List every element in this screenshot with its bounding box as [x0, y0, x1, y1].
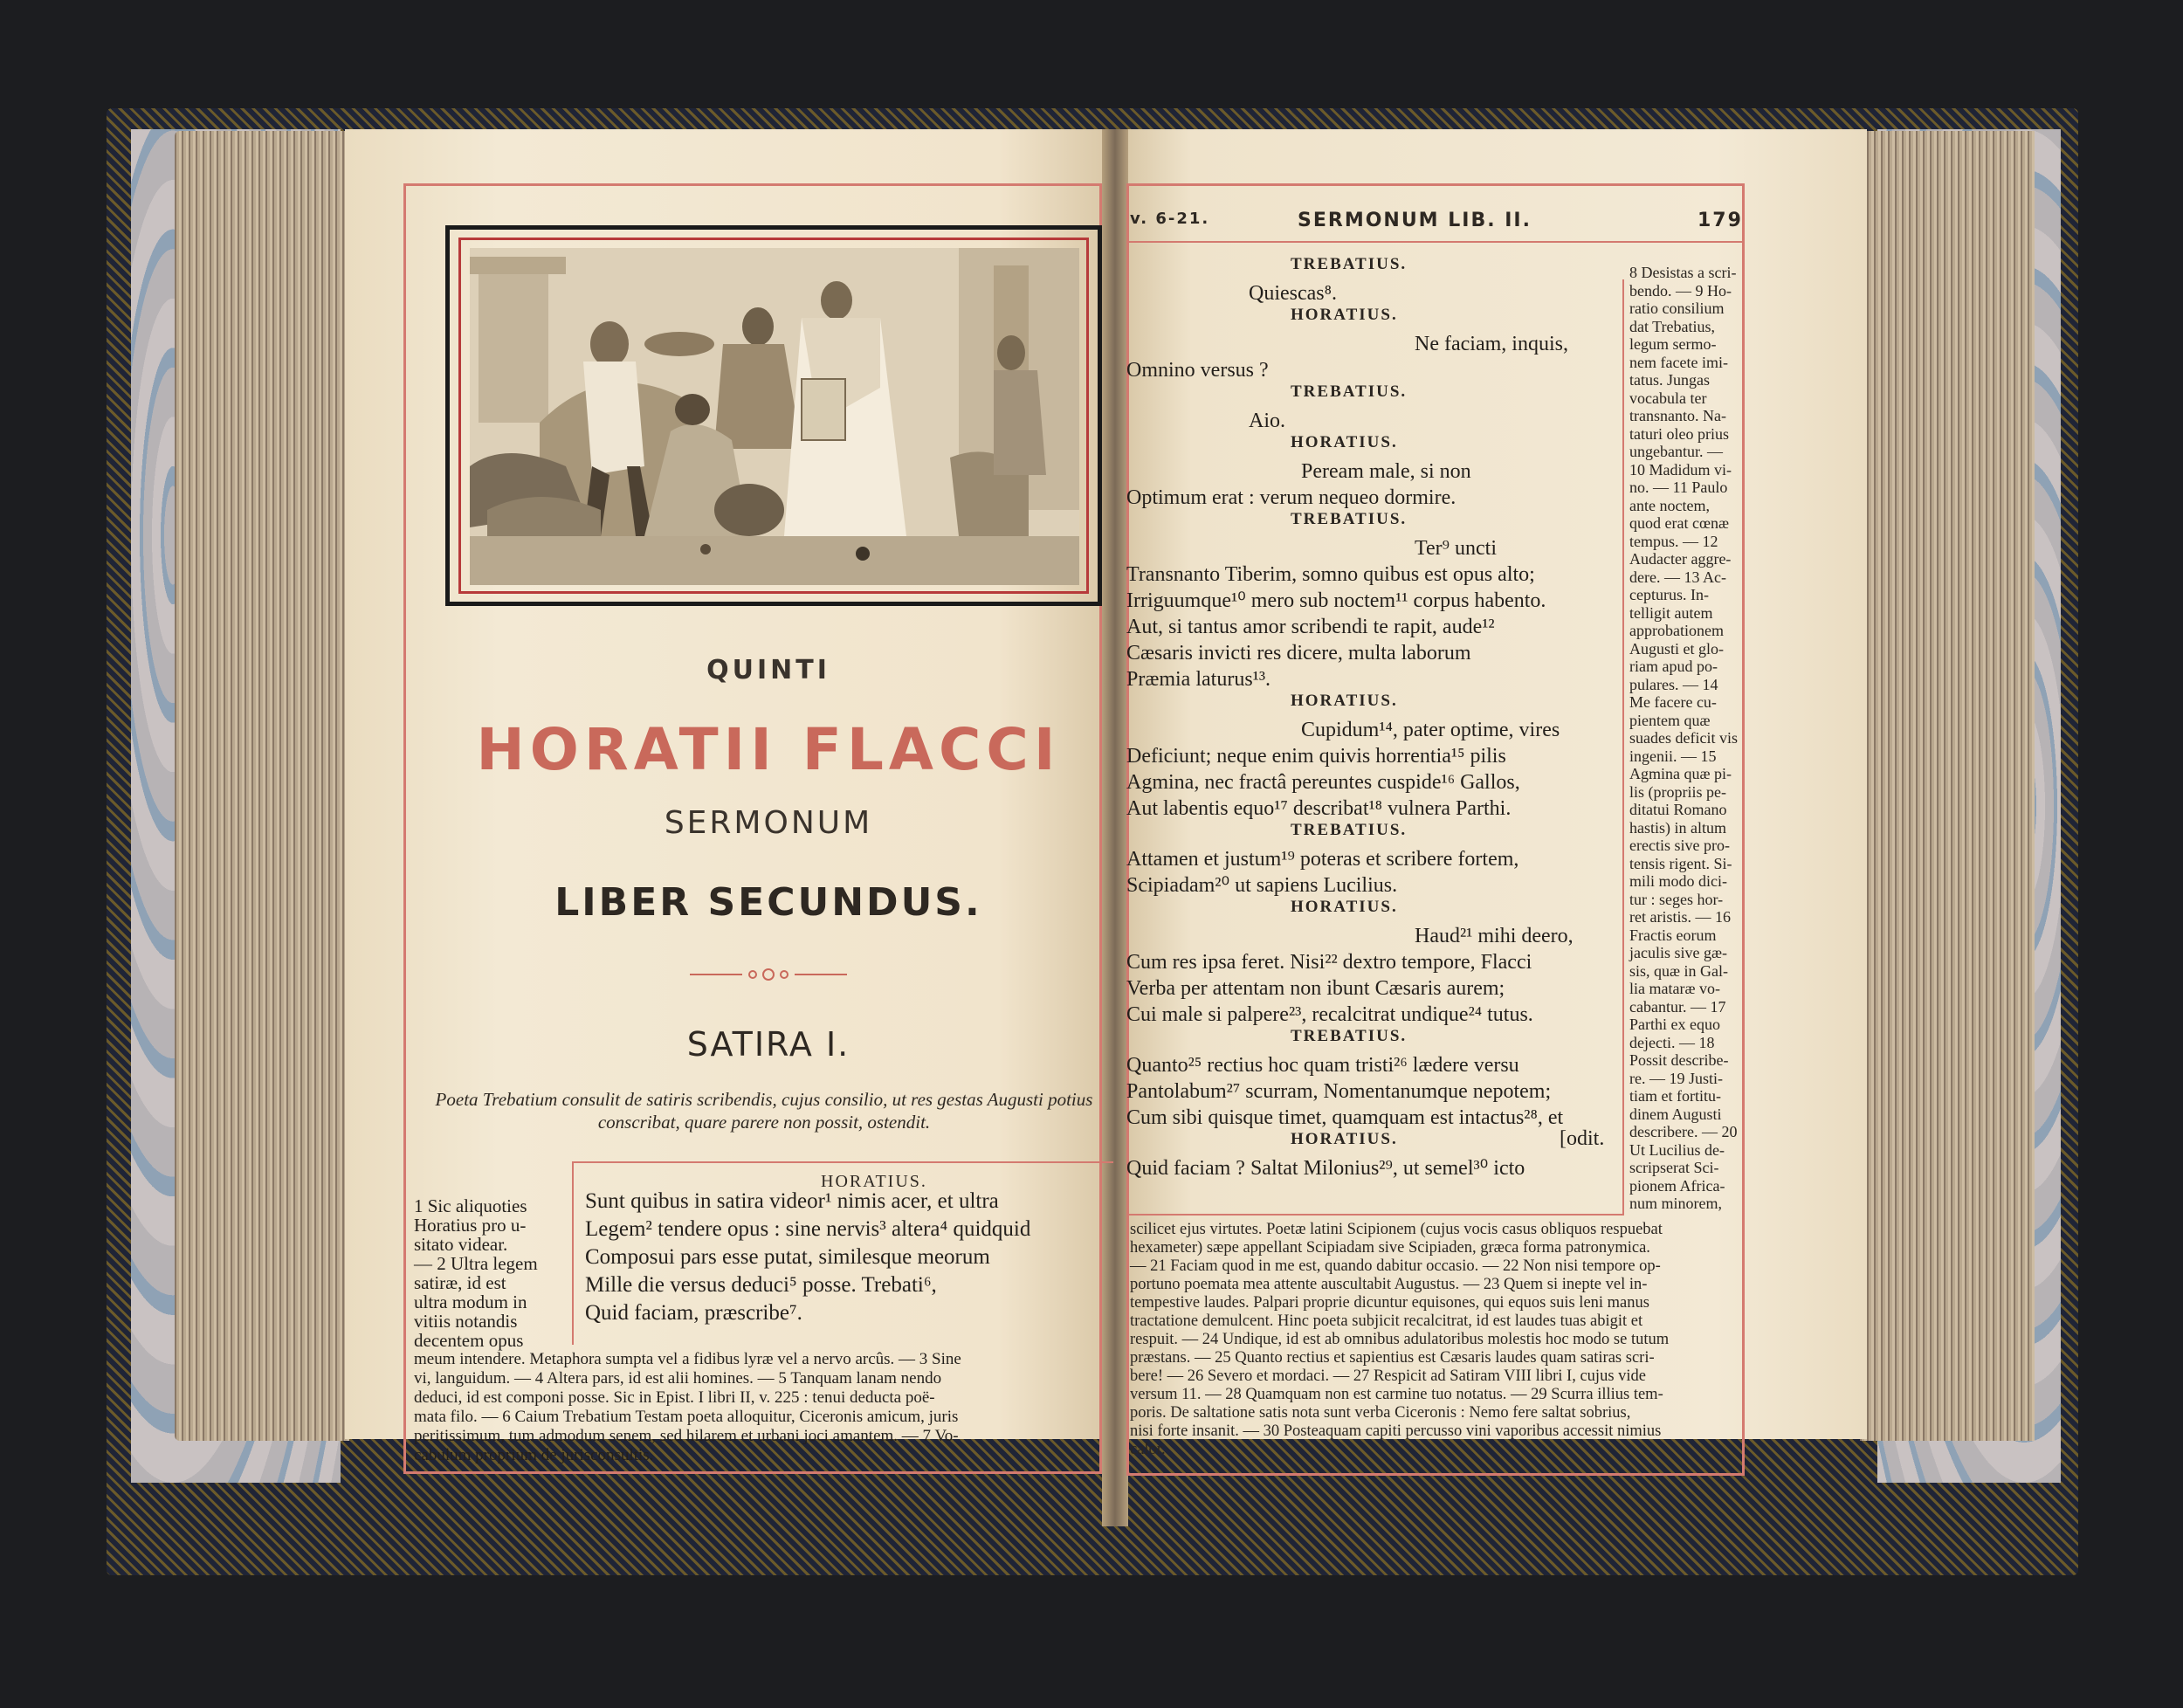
side-note-line: vitiis notandis — [414, 1311, 518, 1332]
side-note-line: cepturus. In- — [1629, 586, 1709, 603]
side-note-line: describere. — 20 — [1629, 1123, 1738, 1140]
footnote-line: vi, languidum. — 4 Altera pars, id est alii homines. — 5 Tanquam lanam nendo — [414, 1369, 942, 1388]
side-note-line: tiam et fortitu- — [1629, 1087, 1721, 1105]
side-note-line: nem facete imi- — [1629, 353, 1728, 371]
footnote-line: præstans. — 25 Quanto rectius et sapientius est Cæsaris laudes quam satiras scri- — [1130, 1349, 1655, 1367]
verse-line: Attamen et justum¹⁹ poteras et scribere fortem, — [1126, 848, 1519, 871]
side-note-line: pionem Africa- — [1629, 1176, 1725, 1195]
side-note-line: dat Trebatius, — [1629, 317, 1716, 335]
verse-line: Mille die versus deduci⁵ posse. Trebati⁶, — [585, 1273, 937, 1297]
side-note-line: quod erat cœnæ — [1629, 514, 1729, 532]
verse-rule-left — [572, 1161, 574, 1345]
side-note-line: dere. — 13 Ac- — [1629, 568, 1726, 586]
side-note-line: 8 Desistas a scri- — [1629, 264, 1737, 281]
side-note-line: 1 Sic aliquoties — [414, 1195, 527, 1216]
side-note-line: Augusti et glo- — [1629, 639, 1724, 658]
side-note-line: ante noctem, — [1629, 496, 1710, 514]
speaker-label: TREBATIUS. — [1291, 821, 1408, 839]
footnote-line: tractatione demulcent. Hinc poeta subjicit recalcitrat, id est laudes tuas abigit et — [1130, 1312, 1643, 1330]
verse-line: Pantolabum²⁷ scurram, Nomentanumque nepotem; — [1126, 1080, 1552, 1103]
footnote-line: calor. — [1130, 1441, 1166, 1458]
verse-line: Transnanto Tiberim, somno quibus est opus alto; — [1126, 563, 1535, 586]
verse-line: Cui male si palpere²³, recalcitrat undique²⁴ tutus. — [1126, 1003, 1533, 1026]
side-note-line: no. — 11 Paulo — [1629, 479, 1728, 496]
footnote-line: bere! — 26 Severo et mordaci. — 27 Respicit ad Satiram VIII libri I, cujus vide — [1130, 1367, 1646, 1385]
side-note-line: tur : seges hor- — [1629, 890, 1724, 908]
side-note-line: lia mataræ vo- — [1629, 980, 1720, 997]
side-note-line: ret aristis. — 16 — [1629, 908, 1731, 926]
satire-title: SATIRA I. — [686, 1025, 850, 1064]
satire-argument: Poeta Trebatium consulit de satiris scribendis, cujus consilio, ut res gestas Augusti potius conscribat, quare parere non possit, ostendit. — [435, 1089, 1093, 1133]
side-note-line: dejecti. — 18 — [1629, 1033, 1715, 1051]
footnote-line: meum intendere. Metaphora sumpta vel a fidibus lyræ vel a nervo arcûs. — 3 Sine — [414, 1350, 961, 1368]
heading-quinti: QUINTI — [706, 655, 830, 685]
verse-line: Optimum erat : verum nequeo dormire. — [1126, 486, 1456, 509]
side-note-line: Parthi ex equo — [1629, 1016, 1720, 1033]
ornament-divider-icon — [681, 964, 856, 985]
side-note-line: num minorem, — [1629, 1195, 1722, 1212]
side-note-line: Horatius pro u- — [414, 1215, 527, 1236]
verse-line: Cupidum¹⁴, pater optime, vires — [1301, 719, 1560, 741]
book-gutter — [1102, 129, 1128, 1526]
side-note-line: Possit describe- — [1629, 1051, 1729, 1069]
side-note-line: Fractis eorum — [1629, 926, 1717, 944]
speaker-label: HORATIUS. — [1291, 898, 1398, 916]
heading-liber-secundus: LIBER SECUNDUS. — [554, 880, 982, 925]
side-note-line: Agmina quæ pi- — [1629, 765, 1732, 782]
footnote-line: scilicet ejus virtutes. Poetæ latini Scipionem (cujus vocis casus obliquos respuebat — [1130, 1221, 1663, 1238]
footnote-line: peritissimum, tum admodum senem, sed hilarem et urbani joci amantem. — 7 Vo- — [414, 1427, 959, 1445]
footnote-line: portuno poemata mea attente auscultabit Augustus. — 23 Quem si inepte vel in- — [1130, 1276, 1648, 1293]
verse-line: Ter⁹ uncti — [1415, 537, 1497, 560]
verse-line: Cum sibi quisque timet, quamquam est intactus²⁸, et — [1126, 1106, 1564, 1129]
page-edges-right — [1860, 131, 2035, 1441]
notes-column-divider — [1622, 279, 1624, 1214]
side-note-line: decentem opus — [414, 1330, 524, 1351]
engraving-illustration — [470, 248, 1079, 585]
side-note-line: riam apud po- — [1629, 658, 1718, 675]
running-verse-range: v. 6-21. — [1130, 210, 1210, 228]
footnote-line: respuit. — 24 Undique, id est ab omnibus adulatoribus molestis hoc modo se tutum — [1130, 1331, 1670, 1348]
footnote-line: hexameter) sæpe appellant Scipiadam sive Scipiaden, græca forma patronymica. — [1130, 1239, 1650, 1257]
side-note-line: sitato videar. — [414, 1234, 508, 1255]
side-note-line: erectis sive pro- — [1629, 837, 1730, 854]
speaker-label: HORATIUS. — [1291, 692, 1398, 710]
side-note-line: tempus. — 12 — [1629, 532, 1718, 550]
verse-line: Quanto²⁵ rectius hoc quam tristi²⁶ lædere versu — [1126, 1054, 1519, 1077]
speaker-label: HORATIUS. — [1291, 306, 1398, 324]
verse-line: Omnino versus ? — [1126, 359, 1269, 382]
verse-line: Deficiunt; neque enim quivis horrentia¹⁵ pilis — [1126, 745, 1506, 768]
verse-line: Aio. — [1249, 410, 1285, 432]
side-note-line: transnanto. Na- — [1629, 407, 1726, 424]
side-note-line: pulares. — 14 — [1629, 675, 1718, 693]
speaker-label: HORATIUS. — [1291, 433, 1398, 451]
side-note-line: ditatui Romano — [1629, 801, 1727, 818]
verse-line: Cæsaris invicti res dicere, multa laborum — [1126, 642, 1471, 665]
verse-line: Præmia laturus¹³. — [1126, 668, 1271, 691]
heading-horatii-flacci: HORATII FLACCI — [476, 716, 1061, 783]
verse-line: Scipiadam²⁰ ut sapiens Lucilius. — [1126, 874, 1398, 897]
side-note-line: pientem quæ — [1629, 711, 1711, 729]
page-edges-left — [175, 131, 349, 1441]
verse-line: Composui pars esse putat, similesque meorum — [585, 1245, 990, 1269]
footnote-line: deduci, id est componi posse. Sic in Epist. I libri II, v. 225 : tenui deducta poë- — [414, 1388, 935, 1407]
verse-continuation: [odit. — [1560, 1127, 1605, 1150]
speaker-label: HORATIUS. — [1291, 1130, 1398, 1148]
side-note-line: tensis rigent. Si- — [1629, 854, 1732, 872]
footnote-line: nisi forte insanit. — 30 Posteaquam capiti percusso vini vaporibus accessit nimius — [1130, 1422, 1662, 1440]
side-note-line: dinem Augusti — [1629, 1105, 1722, 1123]
verse-rule-top — [572, 1161, 1113, 1163]
footnote-line: tempestive laudes. Palpari proprie dicuntur equisones, qui equos suis leni manus — [1130, 1294, 1649, 1312]
side-note-line: telligit autem — [1629, 603, 1713, 622]
verse-line: Irriguumque¹⁰ mero sub noctem¹¹ corpus habento. — [1126, 589, 1546, 612]
side-note-line: cabantur. — 17 — [1629, 997, 1726, 1016]
footnotes-divider — [1126, 1214, 1624, 1216]
side-note-line: tatus. Jungas — [1629, 371, 1710, 389]
footnote-line: — 21 Faciam quod in me est, quando dabitur occasio. — 22 Non nisi tempore op- — [1130, 1257, 1661, 1275]
side-note-line: jaculis sive gæ- — [1629, 944, 1727, 961]
side-note-line: legum sermo- — [1629, 335, 1717, 353]
side-note-line: hastis) in altum — [1629, 818, 1726, 837]
running-head-rule — [1126, 241, 1745, 243]
footnote-line: mata filo. — 6 Caium Trebatium Testam poeta alloquitur, Ciceronis amicum, juris — [414, 1408, 959, 1426]
heading-sermonum: SERMONUM — [664, 805, 873, 841]
verse-line: Quid faciam, præscribe⁷. — [585, 1301, 802, 1325]
speaker-label: TREBATIUS. — [1291, 1027, 1408, 1045]
verse-line: Peream male, si non — [1301, 460, 1471, 483]
page-number: 179 — [1698, 210, 1743, 231]
footnote-line: cabulum proprium de jurisconsultis. — [414, 1446, 654, 1464]
verse-line: Sunt quibus in satira videor¹ nimis acer, et ultra — [585, 1189, 999, 1213]
speaker-label: TREBATIUS. — [1291, 510, 1408, 528]
side-note-line: taturi oleo prius — [1629, 424, 1729, 443]
side-note-line: vocabula ter — [1629, 389, 1707, 407]
side-note-line: — 2 Ultra legem — [414, 1253, 538, 1274]
side-note-line: re. — 19 Justi- — [1629, 1069, 1723, 1087]
running-head: SERMONUM LIB. II. — [1298, 210, 1532, 231]
footnote-line: versum 11. — 28 Quamquam non est carmine tuo notatus. — 29 Scurra illius tem- — [1130, 1386, 1663, 1403]
side-note-line: mili modo dici- — [1629, 872, 1727, 890]
side-note-line: ungebantur. — — [1629, 443, 1723, 460]
side-note-line: ultra modum in — [414, 1291, 527, 1312]
speaker-label: TREBATIUS. — [1291, 382, 1408, 401]
verse-line: Cum res ipsa feret. Nisi²² dextro tempore, Flacci — [1126, 951, 1532, 974]
verse-line: Legem² tendere opus : sine nervis³ altera⁴ quidquid — [585, 1217, 1031, 1241]
verse-line: Agmina, nec fractâ pereuntes cuspide¹⁶ Gallos, — [1126, 771, 1520, 794]
verse-line: Verba per attentam non ibunt Cæsaris aurem; — [1126, 977, 1505, 1000]
verse-line: Haud²¹ mihi deero, — [1415, 925, 1574, 947]
side-note-line: Audacter aggre- — [1629, 550, 1732, 568]
side-note-line: lis (propriis pe- — [1629, 782, 1726, 801]
side-note-line: Ut Lucilius de- — [1629, 1140, 1725, 1159]
verse-line: Quiescas⁸. — [1249, 282, 1338, 305]
side-note-line: satiræ, id est — [414, 1272, 506, 1293]
speaker-label: TREBATIUS. — [1291, 255, 1408, 273]
side-note-line: suades deficit vis — [1629, 729, 1738, 747]
side-note-line: scripserat Sci- — [1629, 1159, 1719, 1176]
side-note-line: Me facere cu- — [1629, 693, 1717, 711]
side-note-line: ingenii. — 15 — [1629, 747, 1717, 765]
side-note-line: 10 Madidum vi- — [1629, 460, 1732, 479]
verse-line: Aut, si tantus amor scribendi te rapit, aude¹² — [1126, 616, 1495, 638]
side-note-line: bendo. — 9 Ho- — [1629, 281, 1732, 300]
verse-line: Quid faciam ? Saltat Milonius²⁹, ut semel³⁰ icto — [1126, 1157, 1525, 1180]
speaker-label: HORATIUS. — [821, 1172, 927, 1191]
side-note-line: sis, quæ in Gal- — [1629, 961, 1729, 980]
verse-line: Aut labentis equo¹⁷ describat¹⁸ vulnera Parthi. — [1126, 797, 1512, 820]
footnote-line: poris. De saltatione satis nota sunt verba Ciceronis : Nemo fere saltat sobrius, — [1130, 1404, 1631, 1422]
verse-line: Ne faciam, inquis, — [1415, 333, 1568, 355]
side-note-line: ratio consilium — [1629, 300, 1725, 317]
side-note-line: approbationem — [1629, 622, 1724, 639]
